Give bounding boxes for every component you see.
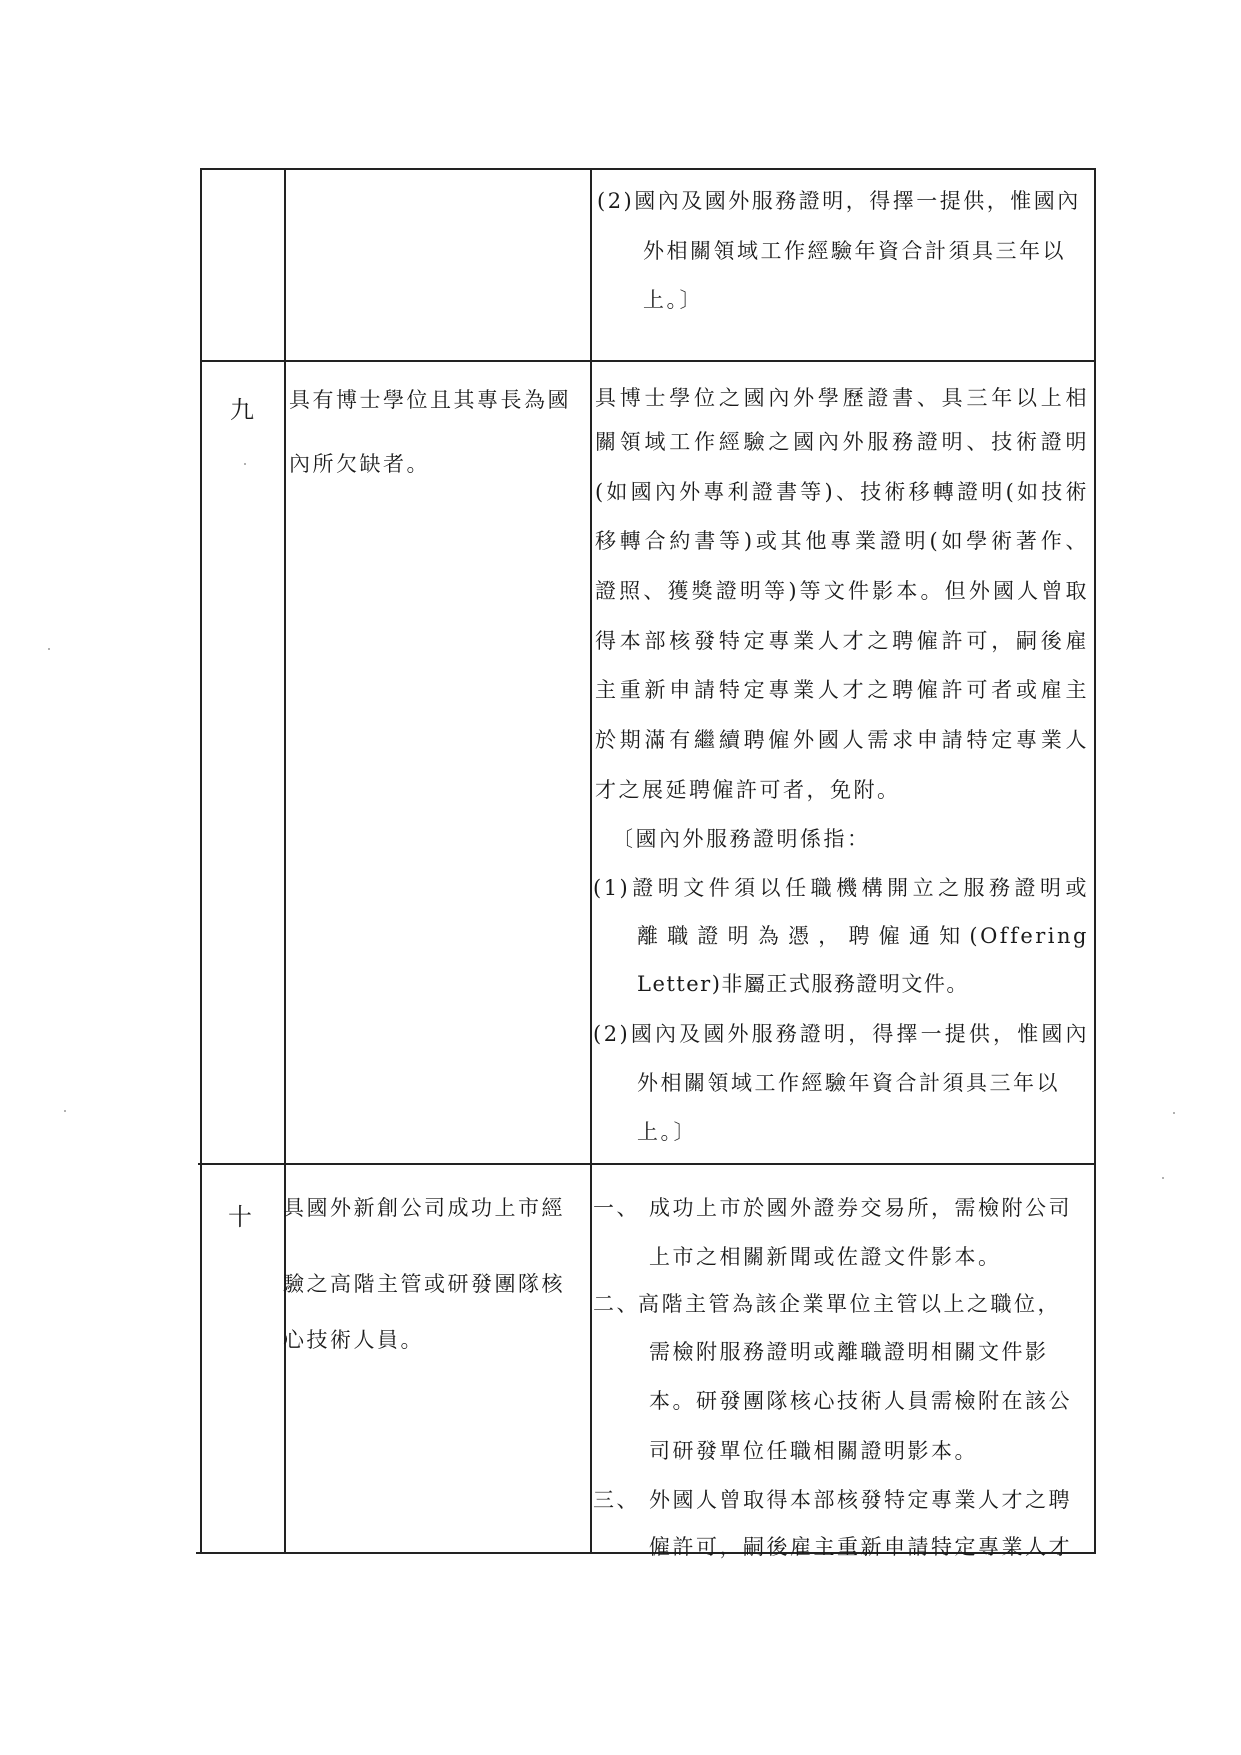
- row10-qualification-line-2: 驗之高階主管或研發團隊核: [283, 1272, 565, 1296]
- row10-item-3-line-1: 外國人曾取得本部核發特定專業人才之聘: [649, 1488, 1072, 1512]
- row9-documents-line-2: 關領域工作經驗之國內外服務證明、技術證明: [595, 430, 1089, 454]
- row-divider-9: [200, 360, 1096, 362]
- row9-documents-line-5: 證照、獲獎證明等)等文件影本。但外國人曾取: [595, 579, 1089, 603]
- row10-item-3-line-2: 僱許可，嗣後雇主重新申請特定專業人才: [649, 1535, 1072, 1559]
- row9-documents-line-6: 得本部核發特定專業人才之聘僱許可，嗣後雇: [595, 629, 1089, 653]
- row9-note-2-line-2: 外相關領域工作經驗年資合計須具三年以: [637, 1071, 1060, 1095]
- table-right-border: [1094, 168, 1096, 1554]
- scan-speck: [48, 648, 50, 650]
- prev-row-requirement-line-2: 外相關領域工作經驗年資合計須具三年以: [643, 239, 1066, 263]
- scan-speck: [1162, 1177, 1164, 1179]
- row9-note-1-line-2: 離職證明為憑，聘僱通知(Offering: [637, 924, 1089, 948]
- prev-row-requirement-line-3: 上。〕: [643, 288, 703, 312]
- scan-speck: [244, 463, 246, 465]
- row9-documents-line-3: (如國內外專利證書等)、技術移轉證明(如技術: [595, 480, 1089, 504]
- row9-note-1-line-3: Letter)非屬正式服務證明文件。: [637, 972, 969, 996]
- row10-item-2-line-3: 本。研發團隊核心技術人員需檢附在該公: [649, 1389, 1072, 1413]
- row9-documents-line-9: 才之展延聘僱許可者，免附。: [595, 778, 901, 802]
- row9-documents-line-8: 於期滿有繼續聘僱外國人需求申請特定專業人: [595, 728, 1089, 752]
- row10-qualification-line-3: 心技術人員。: [283, 1328, 424, 1352]
- row9-note-heading: 〔國內外服務證明係指：: [612, 827, 871, 851]
- column-divider-2: [590, 168, 592, 1554]
- row9-documents-line-1: 具博士學位之國內外學歷證書、具三年以上相: [595, 386, 1089, 410]
- prev-row-requirement-line-1: (2)國內及國外服務證明，得擇一提供，惟國內: [597, 189, 1081, 213]
- row-divider-10: [198, 1163, 1096, 1165]
- row10-item-2-line-4: 司研發單位任職相關證明影本。: [649, 1439, 978, 1463]
- row9-note-1-line-1: (1)證明文件須以任職機構開立之服務證明或: [593, 876, 1089, 900]
- scan-speck: [64, 1110, 66, 1112]
- scan-speck: [1173, 1112, 1175, 1114]
- row9-note-2-line-3: 上。〕: [637, 1120, 697, 1144]
- row9-note-2-line-1: (2)國內及國外服務證明，得擇一提供，惟國內: [593, 1022, 1089, 1046]
- table-top-border: [200, 168, 1096, 170]
- row10-qualification-line-1: 具國外新創公司成功上市經: [283, 1196, 565, 1220]
- row9-documents-line-4: 移轉合約書等)或其他專業證明(如學術著作、: [595, 529, 1089, 553]
- row10-item-2-line-2: 需檢附服務證明或離職證明相關文件影: [649, 1340, 1049, 1364]
- table-left-border: [200, 168, 202, 1554]
- row-number-10: 十: [228, 1203, 252, 1231]
- row9-documents-line-7: 主重新申請特定專業人才之聘僱許可者或雇主: [595, 678, 1089, 702]
- row10-item-1-line-1: 成功上市於國外證券交易所，需檢附公司: [649, 1196, 1072, 1220]
- row10-item-1-marker: 一、: [593, 1196, 640, 1220]
- row10-item-2-marker: 二、: [593, 1292, 640, 1316]
- row9-qualification-line-2: 內所欠缺者。: [289, 452, 430, 476]
- row-number-9: 九: [230, 396, 254, 424]
- row9-qualification-line-1: 具有博士學位且其專長為國: [289, 388, 571, 412]
- row10-item-1-line-2: 上市之相關新聞或佐證文件影本。: [649, 1245, 1002, 1269]
- row10-item-2-line-1: 高階主管為該企業單位主管以上之職位，: [638, 1292, 1061, 1316]
- row10-item-3-marker: 三、: [593, 1488, 640, 1512]
